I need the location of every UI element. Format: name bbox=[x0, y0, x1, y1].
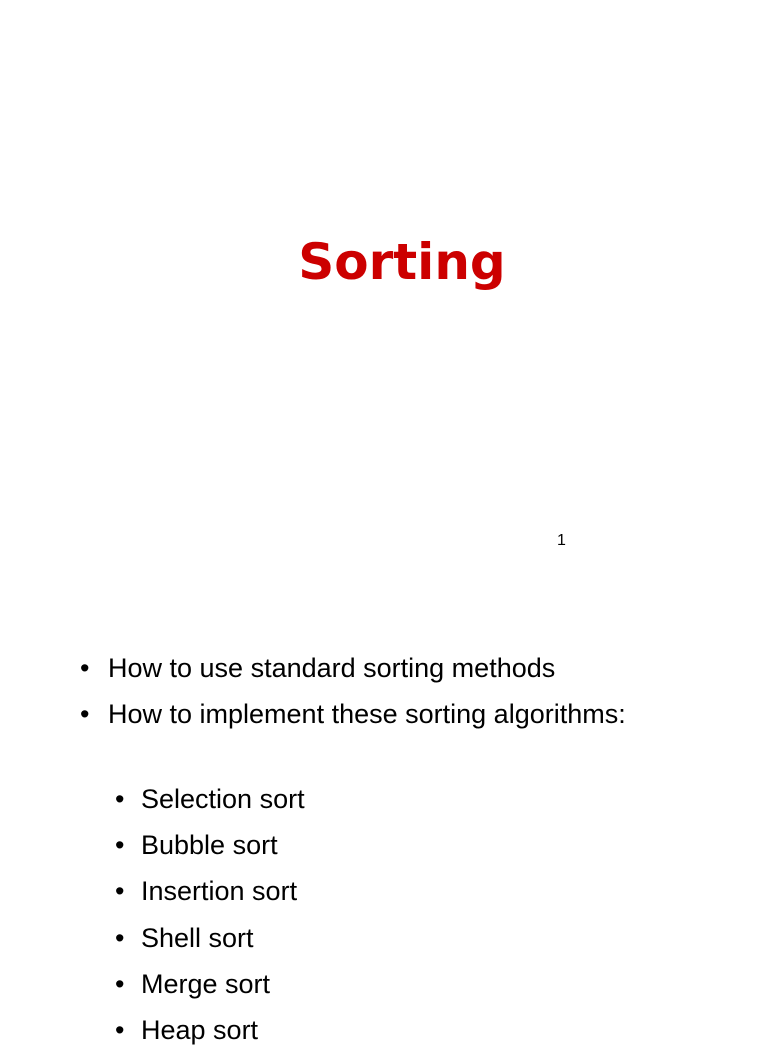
bullet-glyph: • bbox=[80, 699, 90, 729]
slide-title: Sorting bbox=[298, 233, 506, 291]
bullet-text: How to implement these sorting algorithms: bbox=[108, 699, 626, 729]
algorithm-text: Shell sort bbox=[141, 923, 254, 953]
page-number: 1 bbox=[557, 532, 566, 549]
bullet-glyph: • bbox=[115, 876, 125, 906]
bullet-glyph: • bbox=[80, 653, 90, 683]
bullet-glyph: • bbox=[115, 1015, 125, 1045]
algorithm-text: Merge sort bbox=[141, 969, 271, 999]
bullet-glyph: • bbox=[115, 784, 125, 814]
bullet-glyph: • bbox=[115, 830, 125, 860]
bullet-text: How to use standard sorting methods bbox=[108, 653, 556, 683]
algorithm-text: Selection sort bbox=[141, 784, 305, 814]
algorithm-text: Bubble sort bbox=[141, 830, 278, 860]
bullet-glyph: • bbox=[115, 923, 125, 953]
algorithm-text: Heap sort bbox=[141, 1015, 259, 1045]
bullet-glyph: • bbox=[115, 969, 125, 999]
algorithm-text: Insertion sort bbox=[141, 876, 298, 906]
